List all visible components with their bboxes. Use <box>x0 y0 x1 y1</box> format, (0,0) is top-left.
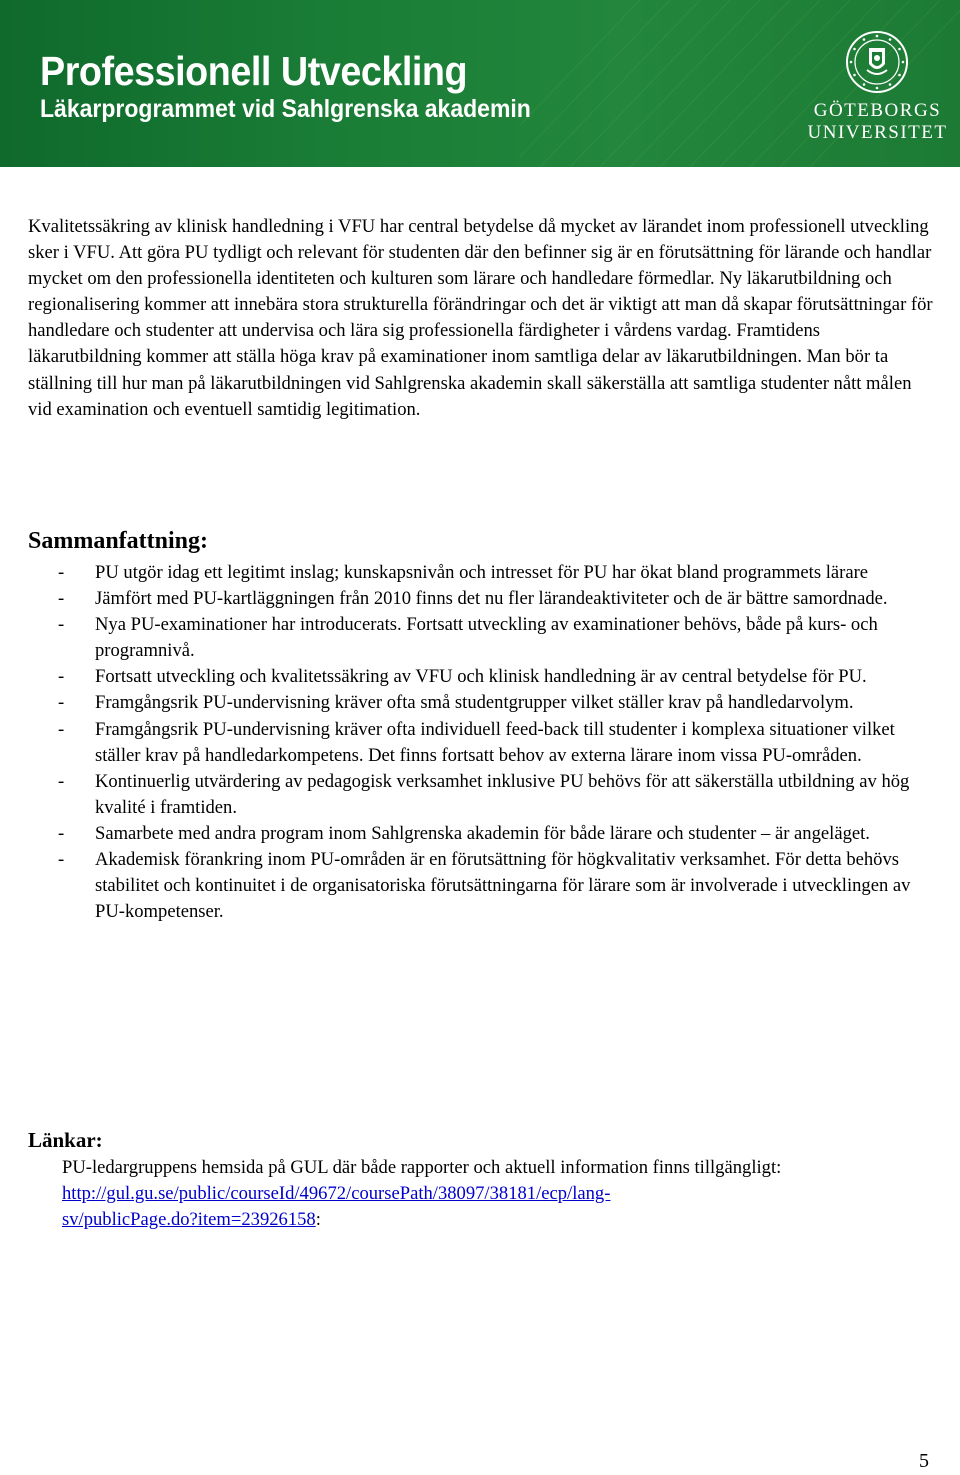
summary-item <box>28 612 938 664</box>
summary-item <box>28 717 938 769</box>
summary-item-text: Akademisk förankring inom PU-områden är en förutsättning för högkvalitativ verksamhet. För detta behövs stabilitet och kontinuitet i de organisatoriska förutsättningarna för lärare som är involverade i utvecklingen av PU-kompetenser. <box>95 849 911 923</box>
dash-marker: - <box>58 614 65 636</box>
dash-marker: - <box>58 692 65 714</box>
summary-item <box>28 847 938 925</box>
gul-homepage-link[interactable] <box>62 1183 610 1230</box>
summary-item <box>28 821 938 847</box>
dash-marker: - <box>58 770 65 792</box>
links-heading: Länkar: <box>28 1128 103 1152</box>
dash-marker: - <box>58 588 65 610</box>
university-seal-icon <box>845 30 909 94</box>
link-text-part2: sv/publicPage.do?item=23926158 <box>62 1209 316 1231</box>
summary-item <box>28 586 938 612</box>
links-section <box>62 1155 922 1233</box>
dash-marker: - <box>58 666 65 688</box>
dash-marker: - <box>58 562 65 583</box>
header-banner <box>0 0 960 167</box>
link-text-part1: http://gul.gu.se/public/courseId/49672/coursePath/38097/38181/ecp/lang- <box>62 1183 611 1205</box>
summary-item-text: PU utgör idag ett legitimt inslag; kunskapsnivån och intresset för PU har ökat bland programmets lärare <box>95 562 869 583</box>
summary-item <box>28 560 938 586</box>
summary-item-text: Framgångsrik PU-undervisning kräver ofta individuell feed-back till studenter i komplexa situationer vilket ställer krav på handledarkompetens. Det finns fortsatt behov av externa lärare inom vissa PU-områden. <box>95 718 895 766</box>
dash-marker: - <box>58 849 65 871</box>
summary-item-text: Samarbete med andra program inom Sahlgrenska akademin för både lärare och studenter – är angeläget. <box>95 822 870 844</box>
dash-marker: - <box>58 718 65 740</box>
links-description: PU-ledargruppens hemsida på GUL där både rapporter och aktuell information finns tillgängligt: <box>62 1157 782 1178</box>
link-line <box>62 1181 922 1233</box>
link-suffix: : <box>315 1209 321 1231</box>
summary-item-text: Framgångsrik PU-undervisning kräver ofta små studentgrupper vilket ställer krav på handledarvolym. <box>95 692 854 714</box>
university-name-line1: GÖTEBORGS <box>813 100 942 121</box>
summary-item <box>28 690 938 716</box>
banner-title: Professionell Utveckling <box>40 48 468 94</box>
summary-heading: Sammanfattning: <box>28 528 209 554</box>
summary-list <box>28 560 938 925</box>
summary-item-text: Kontinuerlig utvärdering av pedagogisk verksamhet inklusive PU behövs för att säkerställa utbildning av hög kvalité i framtiden. <box>95 770 910 818</box>
summary-item <box>28 769 938 821</box>
summary-item-text: Nya PU-examinationer har introducerats. Fortsatt utveckling av examinationer behövs, både på kurs- och programnivå. <box>95 614 878 662</box>
university-name-line2: UNIVERSITET <box>807 122 948 143</box>
dash-marker: - <box>58 822 65 844</box>
banner-subtitle: Läkarprogrammet vid Sahlgrenska akademin <box>40 95 531 123</box>
page-number: 5 <box>919 1450 929 1472</box>
summary-item-text: Fortsatt utveckling och kvalitetssäkring av VFU och klinisk handledning är av central betydelse för PU. <box>95 666 867 688</box>
intro-paragraph: Kvalitetssäkring av klinisk handledning i VFU har central betydelse då mycket av lärandet inom professionell utveckling sker i VFU. Att göra PU tydligt och relevant för studenten där den befinner sig är en förutsättning för lärande och handlar mycket om den professionella identiteten och kulturen som lärare och handledare förmedlar. Ny läkarutbildning och regionalisering kommer att innebära stora strukturella förändringar och det är viktigt att man då skapar förutsättningar för handledare och studenter att undervisa och lära sig professionella färdigheter i vårdens vardag. Framtidens läkarutbildning kommer att ställa höga krav på examinationer inom samtliga delar av läkarutbildningen. Man bör ta ställning till hur man på läkarutbildningen vid Sahlgrenska akademin skall säkerställa att samtliga studenter nått målen vid examination och eventuell samtidig legitimation. <box>28 216 933 420</box>
summary-item <box>28 664 938 690</box>
summary-item-text: Jämfört med PU-kartläggningen från 2010 finns det nu fler lärandeaktiviteter och de är bättre samordnade. <box>95 588 888 610</box>
